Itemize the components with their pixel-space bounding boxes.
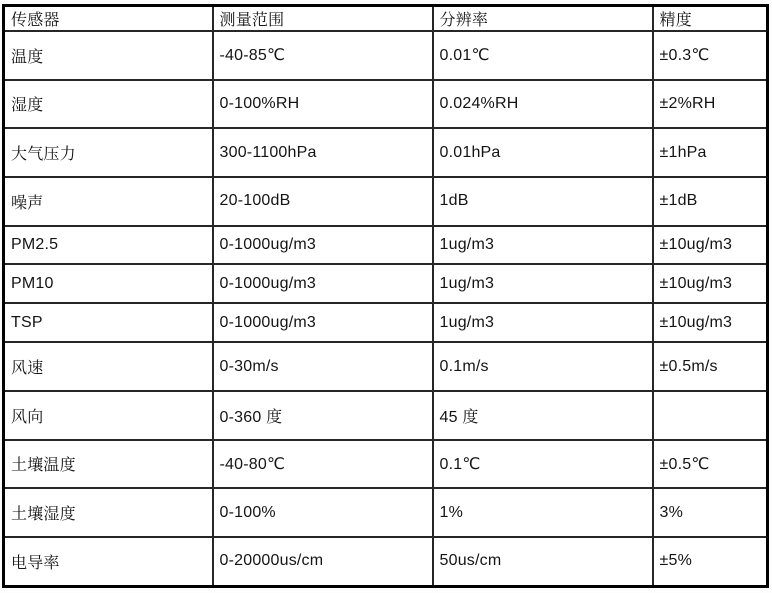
table-row xyxy=(4,303,768,342)
accuracy-cell xyxy=(653,391,768,440)
accuracy-cell: 3% xyxy=(653,488,768,537)
range-cell: 0-360 度 xyxy=(213,391,433,440)
table-row xyxy=(4,177,768,226)
column-header-range: 测量范围 xyxy=(213,6,433,32)
table-row xyxy=(4,537,768,587)
range-cell: 20-100dB xyxy=(213,177,433,226)
accuracy-cell: ±5% xyxy=(653,537,768,587)
range-cell: -40-80℃ xyxy=(213,440,433,489)
range-cell: -40-85℃ xyxy=(213,31,433,80)
resolution-cell: 1ug/m3 xyxy=(433,303,653,342)
sensor-name-cell: 电导率 xyxy=(4,537,213,587)
accuracy-cell: ±10ug/m3 xyxy=(653,303,768,342)
table-row xyxy=(4,80,768,129)
accuracy-cell: ±10ug/m3 xyxy=(653,264,768,303)
sensor-name-cell: 湿度 xyxy=(4,80,213,129)
table-row xyxy=(4,391,768,440)
sensor-name-cell: PM2.5 xyxy=(4,226,213,265)
resolution-cell: 50us/cm xyxy=(433,537,653,587)
accuracy-cell: ±0.5℃ xyxy=(653,440,768,489)
column-header-sensor: 传感器 xyxy=(4,6,213,32)
accuracy-cell: ±0.5m/s xyxy=(653,342,768,391)
sensor-spec-table xyxy=(2,4,769,588)
header-row xyxy=(4,6,768,32)
accuracy-cell: ±2%RH xyxy=(653,80,768,129)
column-header-resolution: 分辨率 xyxy=(433,6,653,32)
table-row xyxy=(4,128,768,177)
range-cell: 0-30m/s xyxy=(213,342,433,391)
range-cell: 0-1000ug/m3 xyxy=(213,303,433,342)
accuracy-cell: ±0.3℃ xyxy=(653,31,768,80)
resolution-cell: 0.1℃ xyxy=(433,440,653,489)
range-cell: 0-1000ug/m3 xyxy=(213,226,433,265)
table-row xyxy=(4,342,768,391)
table-row xyxy=(4,488,768,537)
range-cell: 0-100%RH xyxy=(213,80,433,129)
sensor-name-cell: 风向 xyxy=(4,391,213,440)
resolution-cell: 45 度 xyxy=(433,391,653,440)
resolution-cell: 1ug/m3 xyxy=(433,226,653,265)
sensor-name-cell: 噪声 xyxy=(4,177,213,226)
accuracy-cell: ±10ug/m3 xyxy=(653,226,768,265)
resolution-cell: 1ug/m3 xyxy=(433,264,653,303)
sensor-name-cell: 土壤温度 xyxy=(4,440,213,489)
accuracy-cell: ±1hPa xyxy=(653,128,768,177)
sensor-name-cell: 大气压力 xyxy=(4,128,213,177)
resolution-cell: 0.01℃ xyxy=(433,31,653,80)
resolution-cell: 1dB xyxy=(433,177,653,226)
accuracy-cell: ±1dB xyxy=(653,177,768,226)
resolution-cell: 0.024%RH xyxy=(433,80,653,129)
sensor-name-cell: 温度 xyxy=(4,31,213,80)
sensor-name-cell: 土壤湿度 xyxy=(4,488,213,537)
table-row xyxy=(4,440,768,489)
table-row xyxy=(4,31,768,80)
sensor-name-cell: TSP xyxy=(4,303,213,342)
range-cell: 300-1100hPa xyxy=(213,128,433,177)
resolution-cell: 0.01hPa xyxy=(433,128,653,177)
table-row xyxy=(4,226,768,265)
column-header-accuracy: 精度 xyxy=(653,6,768,32)
table-row xyxy=(4,264,768,303)
sensor-name-cell: PM10 xyxy=(4,264,213,303)
range-cell: 0-20000us/cm xyxy=(213,537,433,587)
resolution-cell: 0.1m/s xyxy=(433,342,653,391)
range-cell: 0-100% xyxy=(213,488,433,537)
sensor-name-cell: 风速 xyxy=(4,342,213,391)
resolution-cell: 1% xyxy=(433,488,653,537)
range-cell: 0-1000ug/m3 xyxy=(213,264,433,303)
